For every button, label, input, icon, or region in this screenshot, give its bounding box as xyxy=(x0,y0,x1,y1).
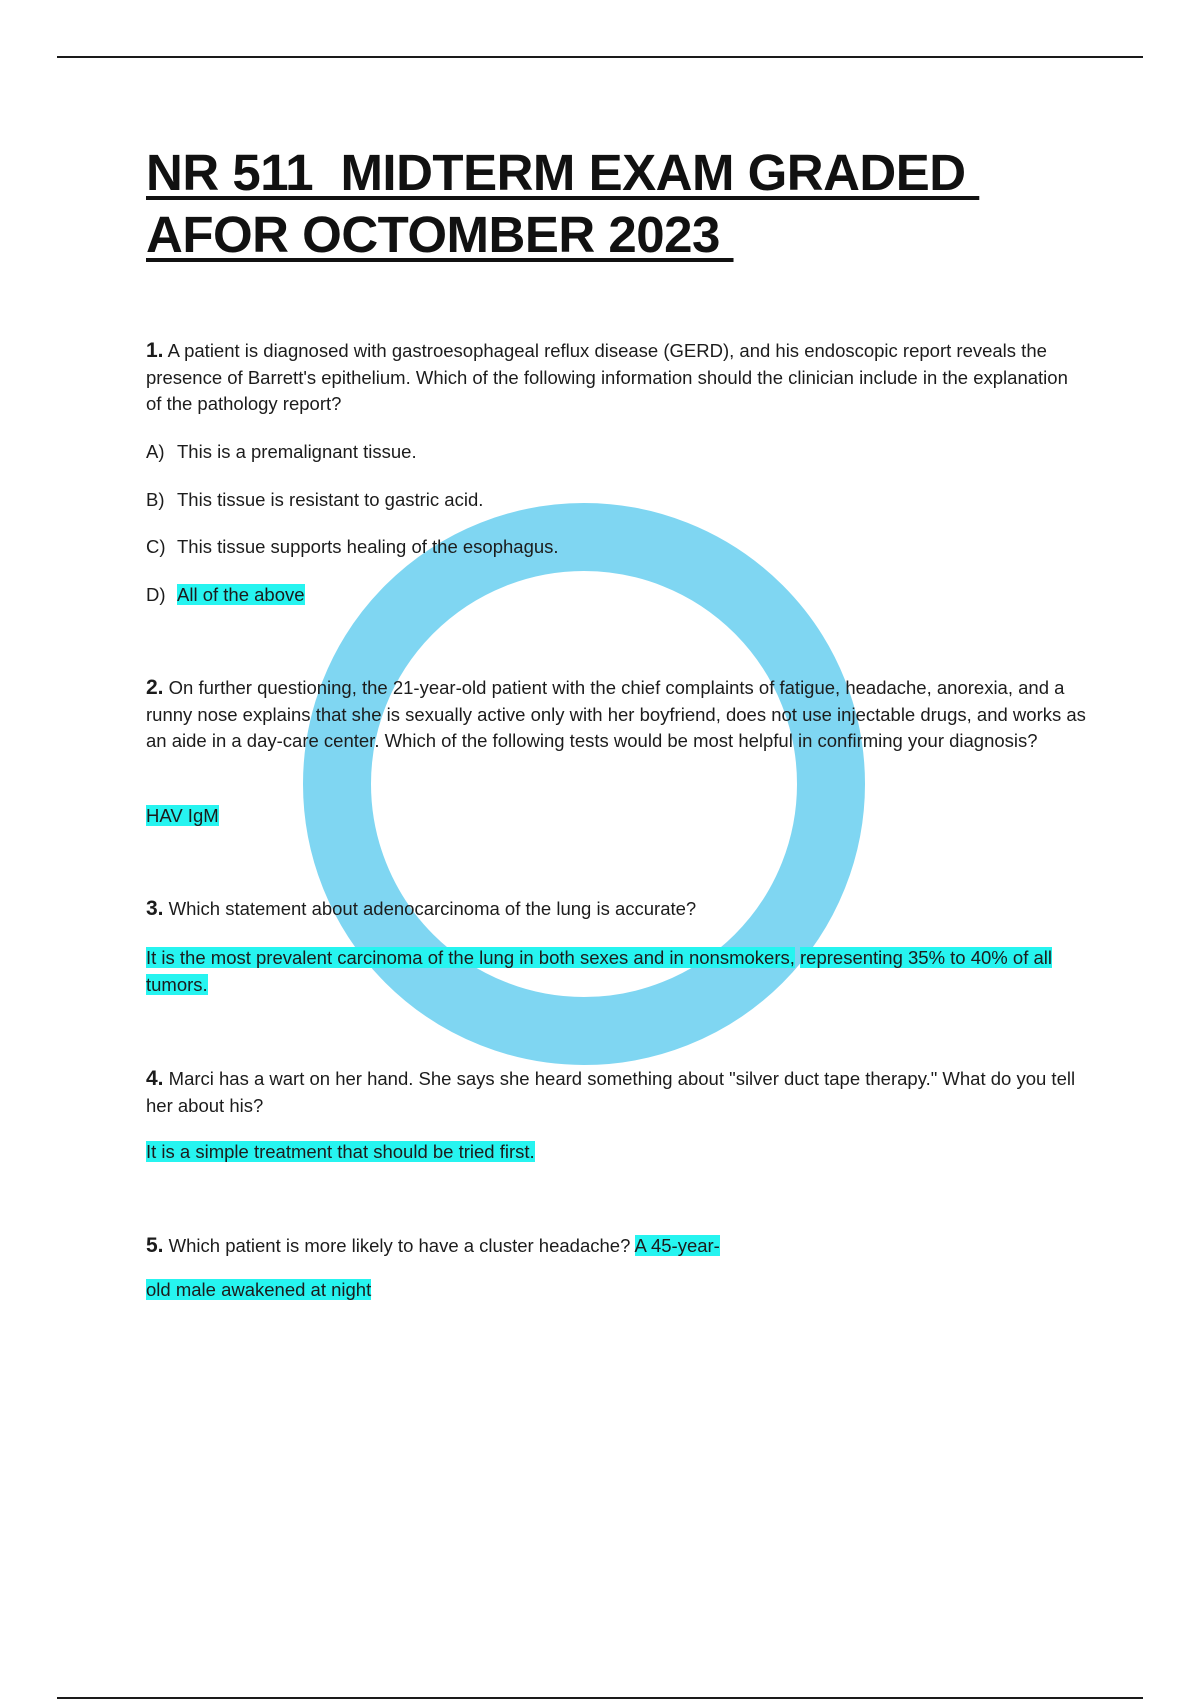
title-line-2: AFOR OCTOMBER 2023 xyxy=(146,206,734,263)
answer-5 xyxy=(146,1277,1086,1304)
question-2 xyxy=(146,675,1086,755)
option-text: This is a premalignant tissue. xyxy=(177,441,417,462)
question-1 xyxy=(146,338,1086,418)
question-text: Marci has a wart on her hand. She says she heard something about "silver duct tape therapy." What do you tell her about his? xyxy=(146,1068,1076,1116)
question-text: On further questioning, the 21-year-old patient with the chief complaints of fatigue, headache, anorexia, and a runny nose explains that she is sexually active only with her boyfriend, does not use injectable drugs, and works as an aide in a day-care center. Which of the following tests would be most helpful in confirming your diagnosis? xyxy=(146,677,1086,751)
option-d xyxy=(146,582,305,608)
question-number: 4. xyxy=(146,1067,164,1090)
answer-4 xyxy=(146,1139,1086,1166)
highlighted-answer-part-1: A 45-year- xyxy=(634,1235,720,1256)
question-4 xyxy=(146,1066,1086,1119)
option-letter: A) xyxy=(146,441,165,462)
question-number: 5. xyxy=(146,1234,164,1257)
option-c xyxy=(146,534,559,560)
question-number: 2. xyxy=(146,676,164,699)
document-title xyxy=(146,142,1086,266)
highlighted-answer-part-2: old male awakened at night xyxy=(146,1279,372,1300)
option-letter: C) xyxy=(146,536,166,557)
bottom-rule xyxy=(57,1697,1143,1699)
option-letter: D) xyxy=(146,584,166,605)
question-text: A patient is diagnosed with gastroesophageal reflux disease (GERD), and his endoscopic report reveals the presence of Barrett's epithelium. Which of the following information should the clinician include in the explanation of the pathology report? xyxy=(146,340,1068,414)
option-text: This tissue is resistant to gastric acid. xyxy=(177,489,484,510)
highlighted-answer-part-1: It is the most prevalent carcinoma of the lung in both sexes and in nonsmokers, xyxy=(146,947,795,968)
option-text: This tissue supports healing of the esophagus. xyxy=(177,536,559,557)
question-3 xyxy=(146,896,1086,923)
question-5 xyxy=(146,1233,1086,1260)
answer-2 xyxy=(146,803,1086,830)
question-number: 3. xyxy=(146,897,164,920)
option-b xyxy=(146,487,483,513)
question-text: Which statement about adenocarcinoma of the lung is accurate? xyxy=(168,898,697,919)
highlighted-answer: All of the above xyxy=(177,584,305,605)
answer-3 xyxy=(146,945,1086,998)
highlighted-answer-part-2: representing 35% to 40% of all tumors. xyxy=(146,947,1052,995)
highlighted-answer: It is a simple treatment that should be tried first. xyxy=(146,1141,535,1162)
question-number: 1. xyxy=(146,339,164,362)
title-line-1: NR 511 MIDTERM EXAM GRADED xyxy=(146,144,980,201)
option-a xyxy=(146,439,417,465)
question-text: Which patient is more likely to have a cluster headache? xyxy=(168,1235,631,1256)
option-letter: B) xyxy=(146,489,165,510)
top-rule xyxy=(57,56,1143,58)
highlighted-answer: HAV IgM xyxy=(146,805,219,826)
